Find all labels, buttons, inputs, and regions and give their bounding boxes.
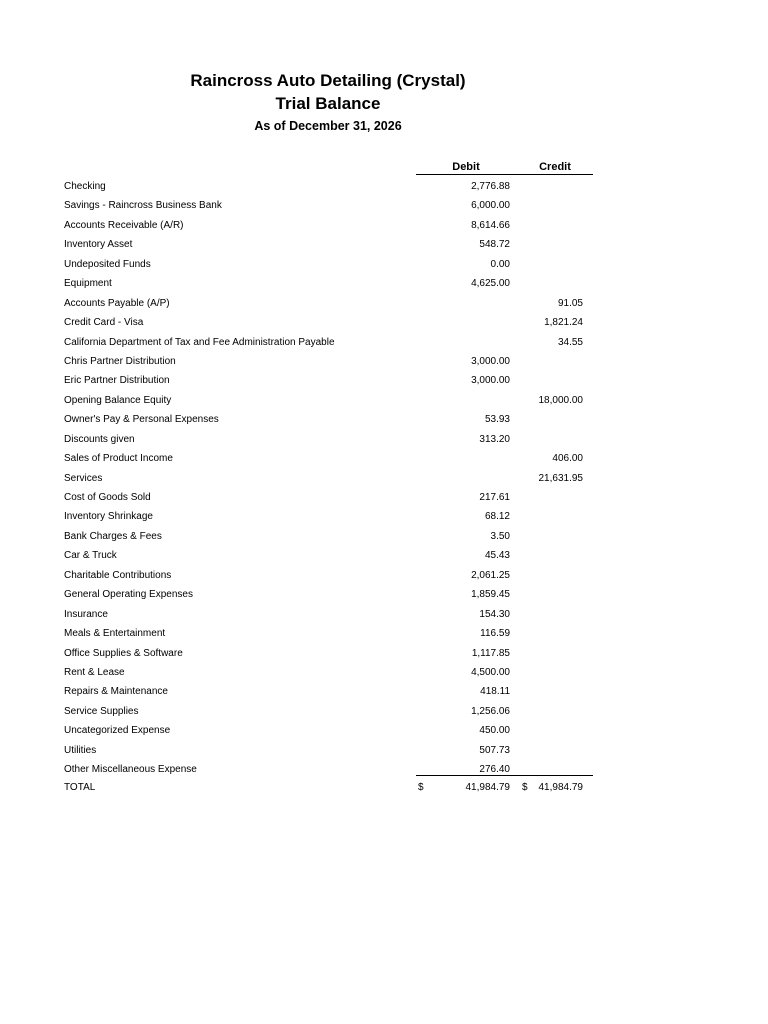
debit-amount: 3,000.00 xyxy=(471,375,510,387)
debit-amount: 4,625.00 xyxy=(471,278,510,290)
debit-amount: 507.73 xyxy=(479,744,510,756)
total-divider xyxy=(416,775,593,776)
table-row xyxy=(0,566,768,585)
account-name: Cost of Goods Sold xyxy=(64,492,151,503)
report-title: Trial Balance xyxy=(275,94,381,113)
table-row xyxy=(0,741,768,760)
account-name: Opening Balance Equity xyxy=(64,394,172,406)
total-label: TOTAL xyxy=(64,782,96,793)
account-name: California Department of Tax and Fee Administration Payable xyxy=(64,336,335,348)
account-name: Meals & Entertainment xyxy=(64,628,166,640)
table-row xyxy=(0,294,768,313)
debit-amount: 53.93 xyxy=(484,414,510,426)
account-name: Inventory Asset xyxy=(64,239,133,251)
account-name: Equipment xyxy=(64,278,112,290)
table-row xyxy=(0,605,768,624)
debit-amount: 217.61 xyxy=(479,492,510,503)
credit-amount: 18,000.00 xyxy=(538,394,583,406)
account-name: Sales of Product Income xyxy=(64,453,173,465)
report-date: As of December 31, 2026 xyxy=(254,119,402,133)
total-debit: 41,984.79 xyxy=(465,782,510,793)
account-name: Uncategorized Expense xyxy=(64,725,171,737)
debit-amount: 1,256.06 xyxy=(471,705,510,717)
table-row xyxy=(0,682,768,701)
total-debit-currency: $ xyxy=(418,782,424,793)
account-name: Checking xyxy=(64,181,106,192)
table-row xyxy=(0,507,768,526)
credit-amount: 21,631.95 xyxy=(538,472,583,484)
account-name: Inventory Shrinkage xyxy=(64,511,153,523)
account-name: Accounts Receivable (A/R) xyxy=(64,219,184,231)
table-row xyxy=(0,410,768,429)
company-name: Raincross Auto Detailing (Crystal) xyxy=(190,71,466,90)
table-row xyxy=(0,721,768,740)
total-row xyxy=(0,778,768,797)
table-row xyxy=(0,702,768,721)
table-row xyxy=(0,624,768,643)
debit-amount: 68.12 xyxy=(484,511,510,523)
account-name: Savings - Raincross Business Bank xyxy=(64,200,222,212)
account-name: General Operating Expenses xyxy=(64,589,193,601)
account-name: Insurance xyxy=(64,608,108,620)
table-row xyxy=(0,255,768,274)
account-name: Other Miscellaneous Expense xyxy=(64,764,197,776)
debit-amount: 116.59 xyxy=(480,628,510,640)
account-name: Service Supplies xyxy=(64,705,139,717)
table-row xyxy=(0,333,768,352)
debit-amount: 3,000.00 xyxy=(471,355,510,367)
debit-amount: 4,500.00 xyxy=(471,666,510,678)
debit-amount: 1,859.45 xyxy=(471,589,510,601)
table-row xyxy=(0,313,768,332)
table-row xyxy=(0,235,768,254)
table-row xyxy=(0,391,768,410)
table-row xyxy=(0,196,768,215)
account-name: Accounts Payable (A/P) xyxy=(64,297,170,309)
total-credit: 41,984.79 xyxy=(538,782,583,793)
debit-amount: 276.40 xyxy=(479,764,510,776)
table-row xyxy=(0,274,768,293)
table-row xyxy=(0,352,768,371)
table-row xyxy=(0,760,768,779)
table-row xyxy=(0,430,768,449)
account-name: Bank Charges & Fees xyxy=(64,530,162,542)
account-name: Credit Card - Visa xyxy=(64,317,144,329)
table-row xyxy=(0,488,768,507)
table-row xyxy=(0,449,768,468)
table-row xyxy=(0,644,768,663)
debit-amount: 2,061.25 xyxy=(471,569,510,581)
account-name: Eric Partner Distribution xyxy=(64,375,170,387)
debit-amount: 8,614.66 xyxy=(471,219,510,231)
debit-amount: 548.72 xyxy=(479,239,510,251)
debit-column-header: Debit xyxy=(452,161,480,173)
debit-amount: 3.50 xyxy=(490,530,510,542)
table-row xyxy=(0,527,768,546)
account-name: Owner's Pay & Personal Expenses xyxy=(64,414,219,426)
debit-amount: 2,776.88 xyxy=(471,181,510,192)
account-name: Car & Truck xyxy=(64,550,117,562)
credit-amount: 406.00 xyxy=(552,453,583,465)
table-row xyxy=(0,663,768,682)
table-row xyxy=(0,469,768,488)
total-credit-currency: $ xyxy=(522,782,528,793)
credit-amount: 1,821.24 xyxy=(544,317,583,329)
debit-amount: 450.00 xyxy=(479,725,510,737)
table-row xyxy=(0,585,768,604)
table-row xyxy=(0,371,768,390)
debit-amount: 0.00 xyxy=(490,258,510,270)
account-name: Services xyxy=(64,472,103,484)
account-name: Repairs & Maintenance xyxy=(64,686,168,698)
account-name: Undeposited Funds xyxy=(64,258,151,270)
account-name: Rent & Lease xyxy=(64,666,125,678)
debit-amount: 6,000.00 xyxy=(471,200,510,212)
debit-amount: 154.30 xyxy=(479,608,510,620)
credit-column-header: Credit xyxy=(539,161,571,173)
debit-amount: 313.20 xyxy=(479,433,510,445)
account-name: Chris Partner Distribution xyxy=(64,355,176,367)
debit-amount: 418.11 xyxy=(480,686,510,698)
debit-amount: 45.43 xyxy=(484,550,510,562)
table-row xyxy=(0,216,768,235)
table-row xyxy=(0,177,768,196)
account-name: Utilities xyxy=(64,744,97,756)
header-divider xyxy=(416,174,593,175)
account-list xyxy=(0,177,768,780)
credit-amount: 34.55 xyxy=(557,336,583,348)
table-row xyxy=(0,546,768,565)
account-name: Charitable Contributions xyxy=(64,569,172,581)
account-name: Office Supplies & Software xyxy=(64,647,183,659)
account-name: Discounts given xyxy=(64,433,135,445)
credit-amount: 91.05 xyxy=(557,297,583,309)
debit-amount: 1,117.85 xyxy=(471,647,510,659)
